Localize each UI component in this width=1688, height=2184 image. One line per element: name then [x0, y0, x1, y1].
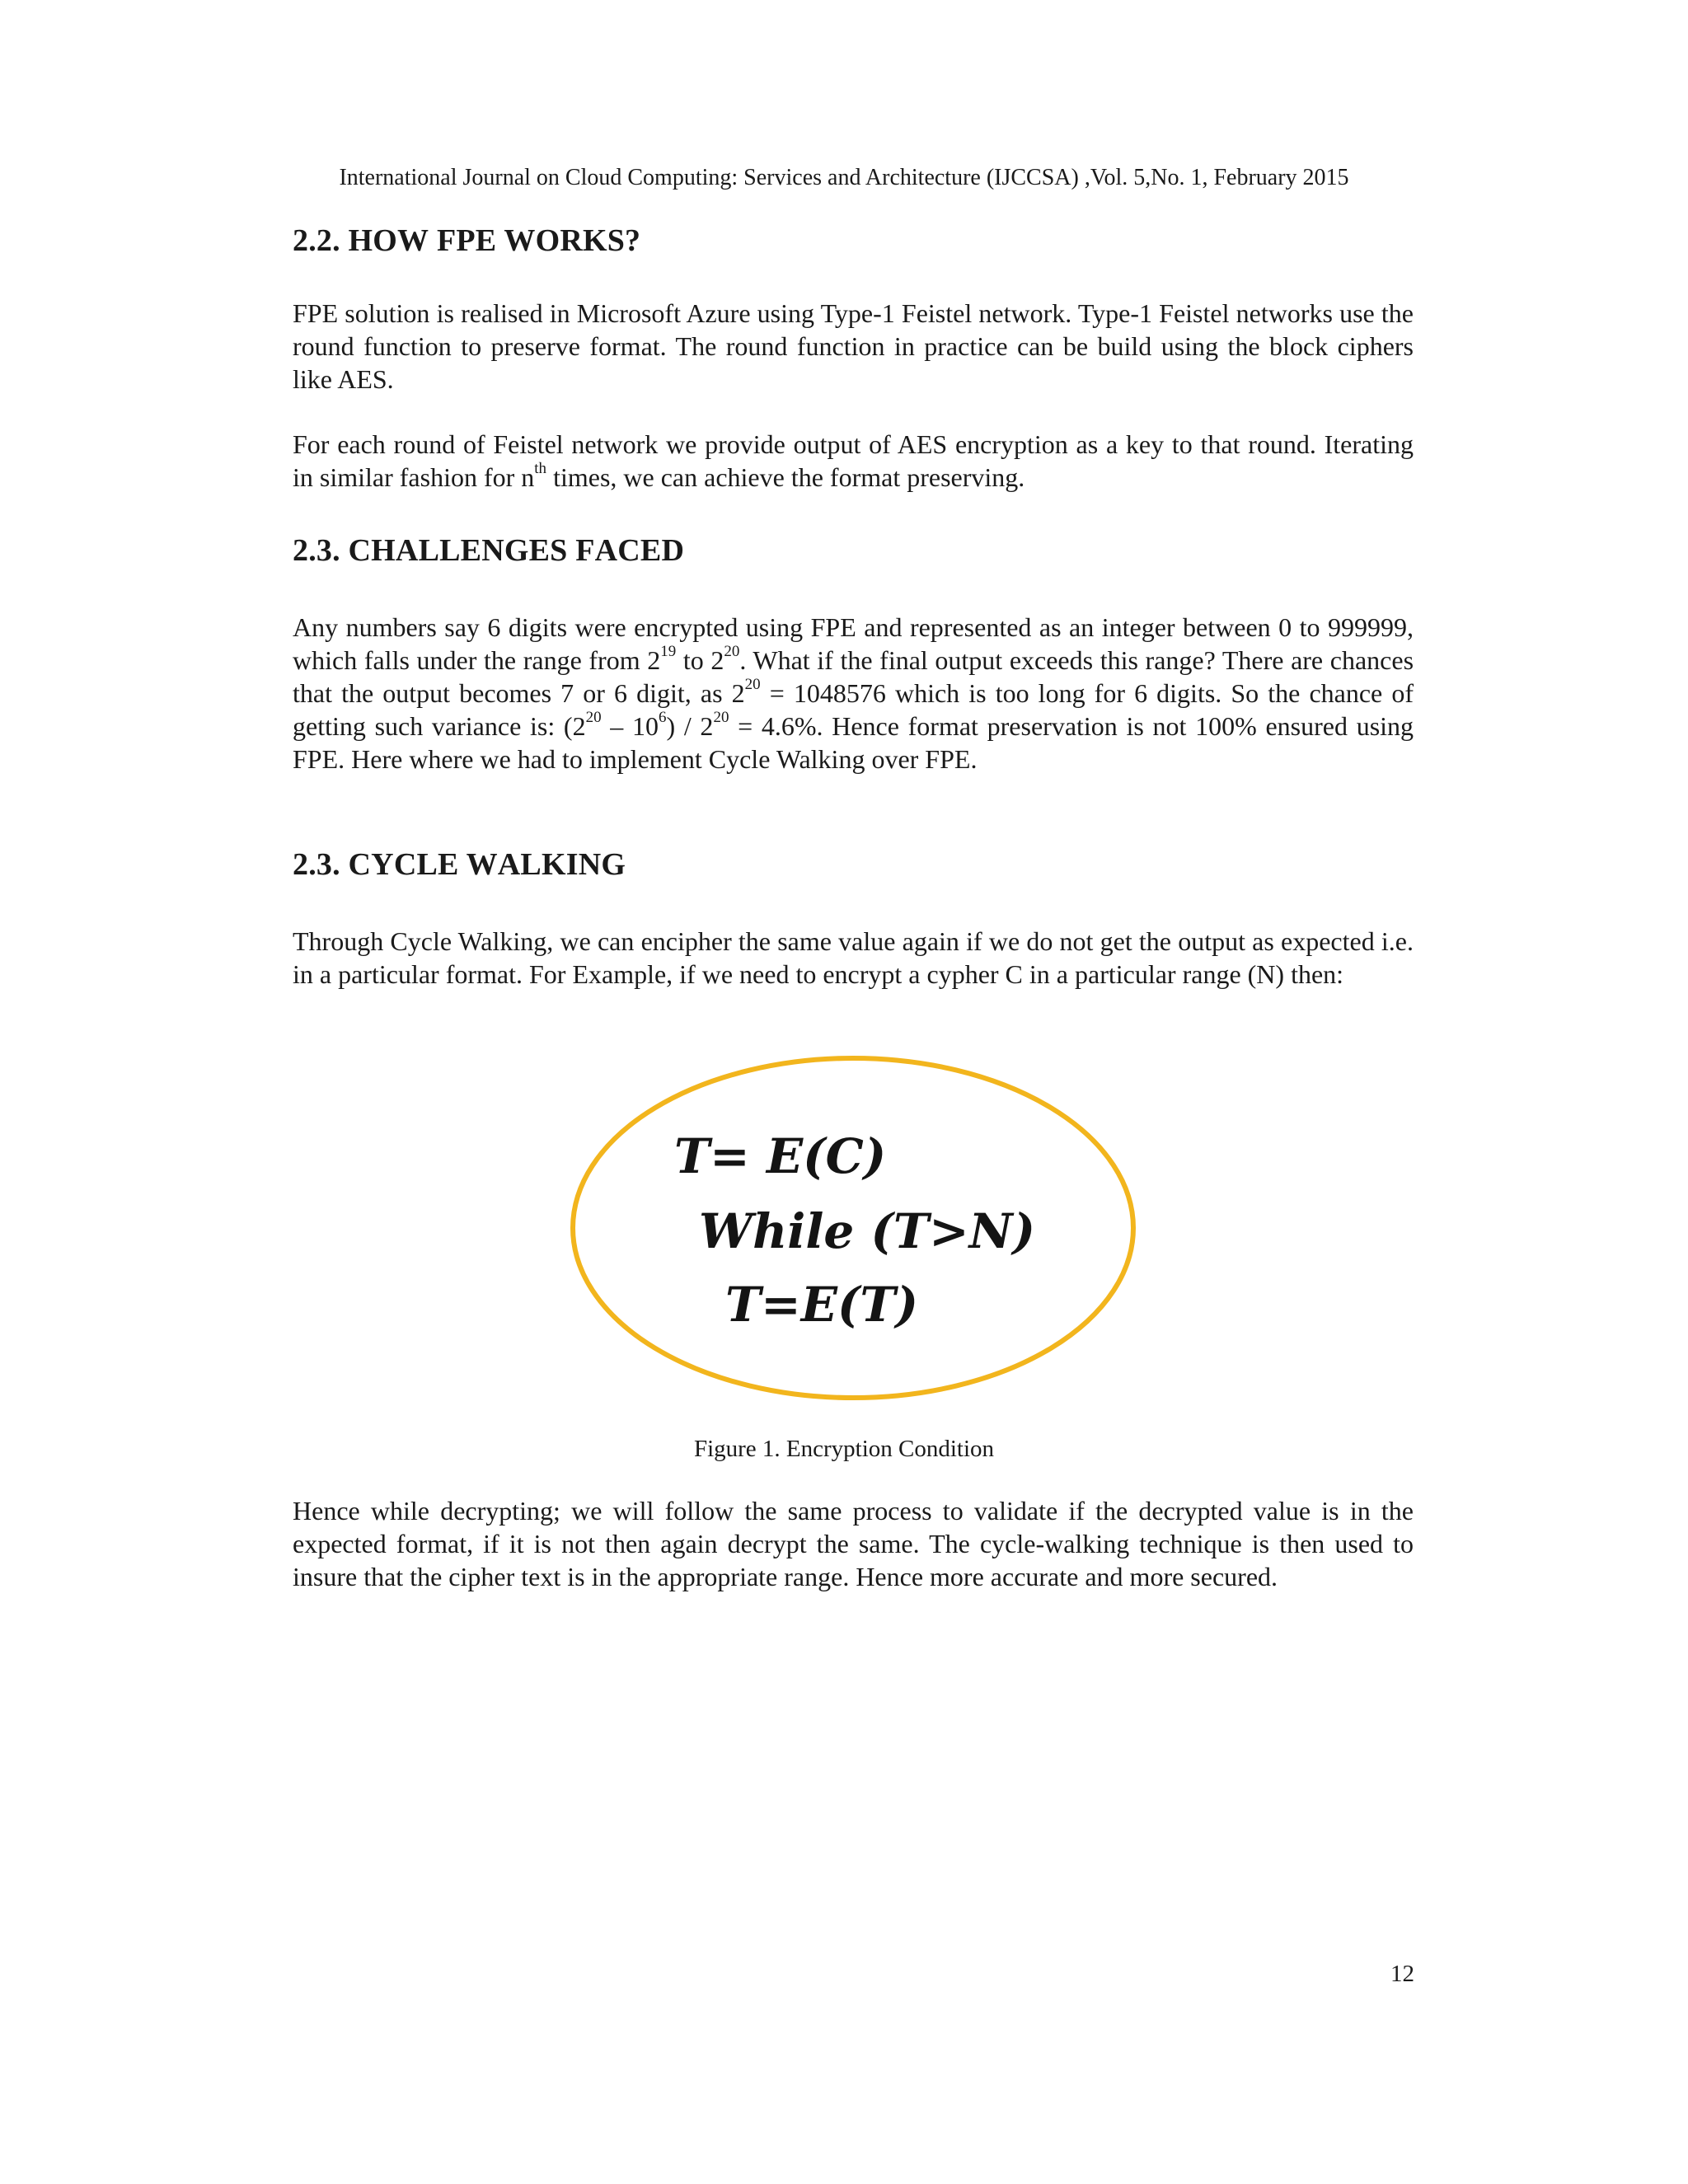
section-title-word: CHALLENGES	[348, 533, 568, 568]
section-title-word: FPE	[436, 223, 497, 258]
section-heading-cycle-walking	[293, 846, 626, 883]
section-title-word: HOW	[348, 223, 429, 258]
running-header: International Journal on Cloud Computing: Services and Architecture (IJCCSA) ,Vol. 5,No. 1, February 2015	[339, 165, 1349, 190]
section-title-word: WORKS?	[504, 223, 641, 258]
figure-caption: Figure 1. Encryption Condition	[693, 1436, 995, 1462]
section-number: 2.3.	[293, 533, 340, 568]
figure-graphic	[569, 1053, 1137, 1404]
figure-encryption-condition	[569, 1053, 1137, 1404]
figure-line-2: While (T>N)	[699, 1203, 1036, 1259]
section-number: 2.3.	[293, 847, 340, 882]
section-title-word: FACED	[575, 533, 685, 568]
section-heading-how-fpe-works	[293, 223, 640, 259]
paragraph-challenges: Any numbers say 6 digits were encrypted using FPE and represented as an integer between 0 to 999999, which falls under the range from $2^{19}$ to $2^{20}$. What if the final output exceeds this range? There are chances that the output becomes 7 or 6 digit, as $2^{20} = 1048576$ which is too long for 6 digits. So the chance of getting such variance is: $(2^{20} - 10^6) / 2^{20} = 4.6\%$. Hence format preservation is not 100% ensured using FPE. Here where we had to implement Cycle Walking over FPE.	[293, 612, 1414, 774]
figure-line-1: T= E(C)	[674, 1128, 887, 1184]
figure-line-3: T=E(T)	[725, 1277, 919, 1333]
paragraph-fpe-intro: FPE solution is realised in Microsoft Azure using Type-1 Feistel network. Type-1 Feistel networks use the round function to preserve format. The round function in practice can be build using the block ciphers like AES.	[293, 298, 1414, 394]
paragraph-cycle-walking: Through Cycle Walking, we can encipher the same value again if we do not get the output as expected i.e. in a particular format. For Example, if we need to encrypt a cypher C in a particular range (N) then:	[293, 926, 1414, 989]
paragraph-feistel-round: For each round of Feistel network we provide output of AES encryption as a key to that round. Iterating in similar fashion for $n^{th}$ times, we can achieve the format preserving.	[293, 429, 1414, 492]
paragraph-decrypting: Hence while decrypting; we will follow the same process to validate if the decrypted value is in the expected format, if it is not then again decrypt the same. The cycle-walking technique is then used to insure that the cipher text is in the appropriate range. Hence more accurate and more secured.	[293, 1496, 1414, 1591]
section-number: 2.2.	[293, 223, 340, 258]
section-heading-challenges-faced	[293, 532, 684, 569]
page-number: 12	[1390, 1961, 1414, 1987]
section-title-word: CYCLE	[348, 847, 459, 882]
section-title-word: WALKING	[466, 847, 626, 882]
